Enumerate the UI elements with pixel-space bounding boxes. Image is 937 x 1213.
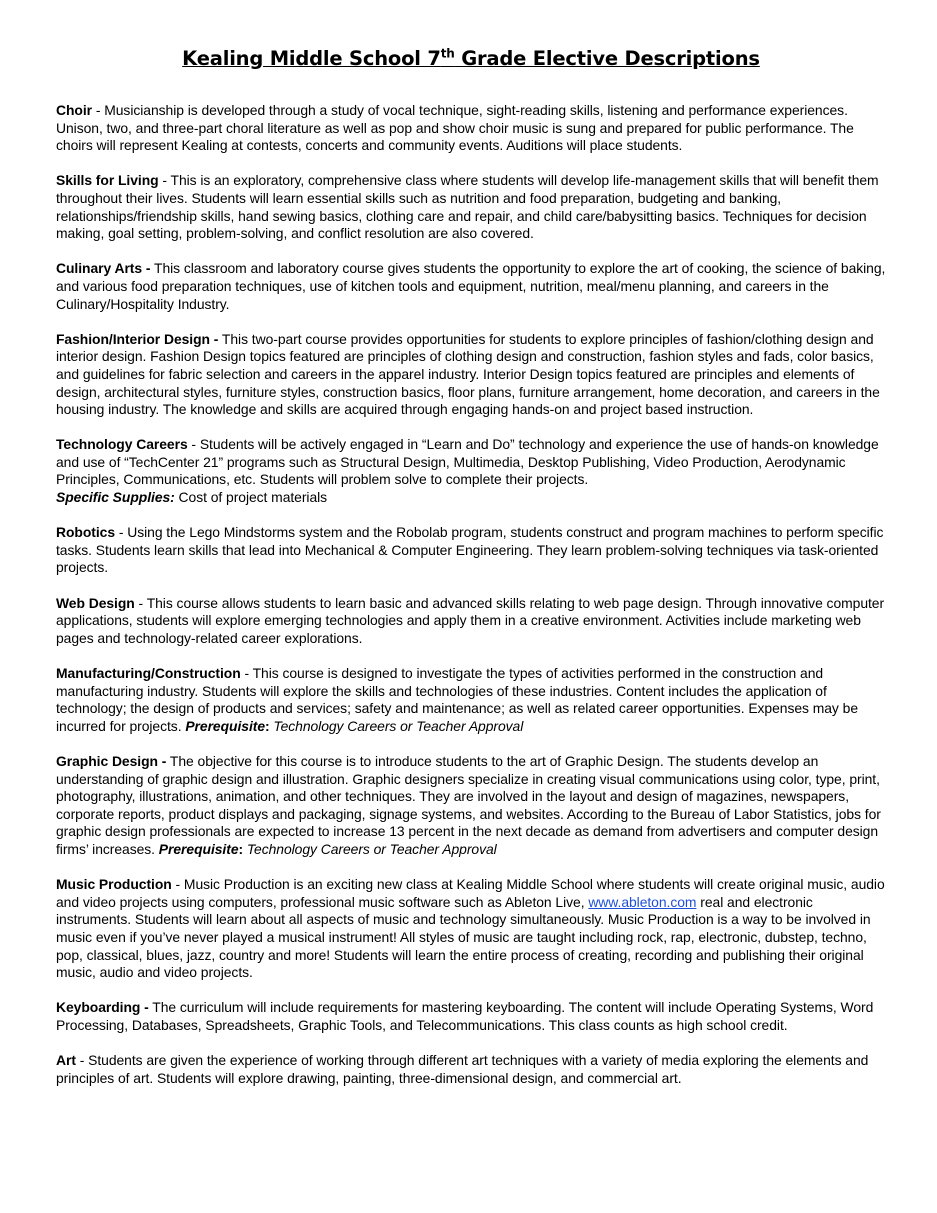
elective-technology-careers [56,436,886,506]
elective-fashion-interior-design [56,331,886,419]
elective-name: Manufacturing/Construction [56,665,241,681]
title-superscript: th [440,46,455,61]
elective-name: Graphic Design - [56,752,167,769]
prerequisite-text: Technology Careers or Teacher Approval [243,840,497,857]
elective-description: - Students will be actively engaged in “Learn and Do” technology and experience the use of hands-on knowledge and use of “TechCenter 21” programs such as Structural Design, Multimedia, Desktop Publishing, Video Production, Aerodynamic Principles, Communications, etc. Students will problem solve to complete their projects. [56,436,879,488]
ableton-link[interactable]: www.ableton.com [588,893,697,910]
prerequisite-label: Prerequisite [158,840,239,857]
elective-culinary-arts [56,260,886,313]
elective-name: Choir [56,102,93,118]
elective-name: Robotics [56,524,116,541]
title-main: Kealing Middle School 7 [182,47,441,70]
elective-description: - Students are given the experience of working through different art techniques with a variety of media exploring the elements and principles of art. Students will explore drawing, painting, three-dimensional design, and commercial art. [56,1052,869,1086]
elective-name: Skills for Living [56,172,159,189]
elective-choir [56,102,886,155]
elective-name: Art [56,1052,76,1069]
supplies-text: Cost of project materials [174,489,328,506]
elective-description: - Using the Lego Mindstorms system and the Robolab program, students construct and program machines to perform specific tasks. Students learn skills that lead into Mechanical & Computer Engineering. They learn problem-solving techniques via task-oriented projects. [56,524,884,576]
page-title [56,42,886,76]
elective-name: Web Design [56,594,135,611]
prerequisite-text: Technology Careers or Teacher Approval [269,717,524,734]
elective-description: - This is an exploratory, comprehensive class where students will develop life-management skills that will benefit them throughout their lives. Students will learn essential skills such as nutrition and food preparation, budgeting and banking, relationships/friendship skills, hand sewing basics, clothing care and repair, and child care/babysitting basics. Techniques for decision making, goal setting, problem-solving, and conflict resolution are also covered. [56,172,879,242]
elective-description: - Musicianship is developed through a study of vocal technique, sight-reading skills, listening and performance experiences. Unison, two, and three-part choral literature as well as pop and show choir music is sung and prepared for public performance. The choirs will represent Kealing at contests, concerts and community events. Auditions will place students. [56,102,854,154]
elective-description: The curriculum will include requirements for mastering keyboarding. The content will include Operating Systems, Word Processing, Databases, Spreadsheets, Graphic Tools, and Telecommunications. This class counts as high school credit. [56,999,874,1033]
elective-skills-for-living [56,172,886,242]
elective-graphic-design [56,753,886,859]
elective-description: The objective for this course is to introduce students to the art of Graphic Design. The students develop an understanding of graphic design and illustration. Graphic designers specialize in creating visual communications using color, type, print, photography, illustrations, animation, and other techniques. They are involved in the layout and design of magazines, newspapers, corporate reports, product displays and packaging, signage systems, and websites. According to the Bureau of Labor Statistics, jobs for graphic design professionals are expected to increase 13 percent in the next decade as demand from advertisers and computer design firms’ increases. [56,752,881,857]
document-page [56,42,886,1105]
elective-robotics [56,524,886,577]
elective-web-design [56,595,886,648]
prerequisite-colon: : [238,840,244,857]
elective-art [56,1052,886,1087]
elective-name: Culinary Arts - [56,260,151,277]
elective-name: Music Production [56,876,172,893]
elective-manufacturing-construction [56,665,886,735]
prerequisite-colon: : [265,717,270,734]
elective-description-continued: real and electronic instruments. Students will learn about all aspects of music and technology simultaneously. Music Production is a way to be involved in music even if you’ve never played a musical instrument! All styles of music are taught including rock, rap, electronic, dubstep, techno, pop, classical, blues, jazz, country and more! Students will learn the entire process of creating, recording and publishing their original music, audio and video projects. [56,893,871,981]
elective-keyboarding [56,999,886,1034]
elective-name: Fashion/Interior Design - [56,330,219,347]
elective-music-production [56,876,886,982]
supplies-label: Specific Supplies: [56,489,175,506]
elective-description: - This course is designed to investigate the types of activities performed in the construction and manufacturing industry. Students will explore the skills and technologies of these industries. Content includes the application of technology; the design of products and services; safety and maintenance; as well as related career opportunities. Expenses may be incurred for projects. [56,665,858,734]
prerequisite-label: Prerequisite [185,717,266,734]
elective-description: This classroom and laboratory course gives students the opportunity to explore the art of cooking, the science of baking, and various food preparation techniques, use of kitchen tools and equipment, nutrition, meal/menu planning, and careers in the Culinary/Hospitality Industry. [56,260,886,312]
elective-name: Technology Careers [56,436,188,453]
elective-name: Keyboarding - [56,999,149,1016]
elective-description: - Music Production is an exciting new class at Kealing Middle School where students will create original music, audio and video projects using computers, professional music software such as Ableton Live, [56,876,885,910]
title-rest: Grade Elective Descriptions [454,47,760,70]
elective-description: - This course allows students to learn basic and advanced skills relating to web page design. Through innovative computer applications, students will explore emerging technologies and apply them in a creative environment. Activities include marketing web pages and technology-related career explorations. [56,594,885,646]
elective-description: This two-part course provides opportunities for students to explore principles of fashion/clothing design and interior design. Fashion Design topics featured are principles of clothing design and construction, fashion styles and fads, color basics, and guidelines for fabric selection and careers in the apparel industry. Interior Design topics featured are principles and elements of design, architectural styles, furniture styles, construction basics, floor plans, furniture arrangement, home decoration, and careers in the housing industry. The knowledge and skills are acquired through engaging hands-on and project based instruction. [56,330,880,418]
